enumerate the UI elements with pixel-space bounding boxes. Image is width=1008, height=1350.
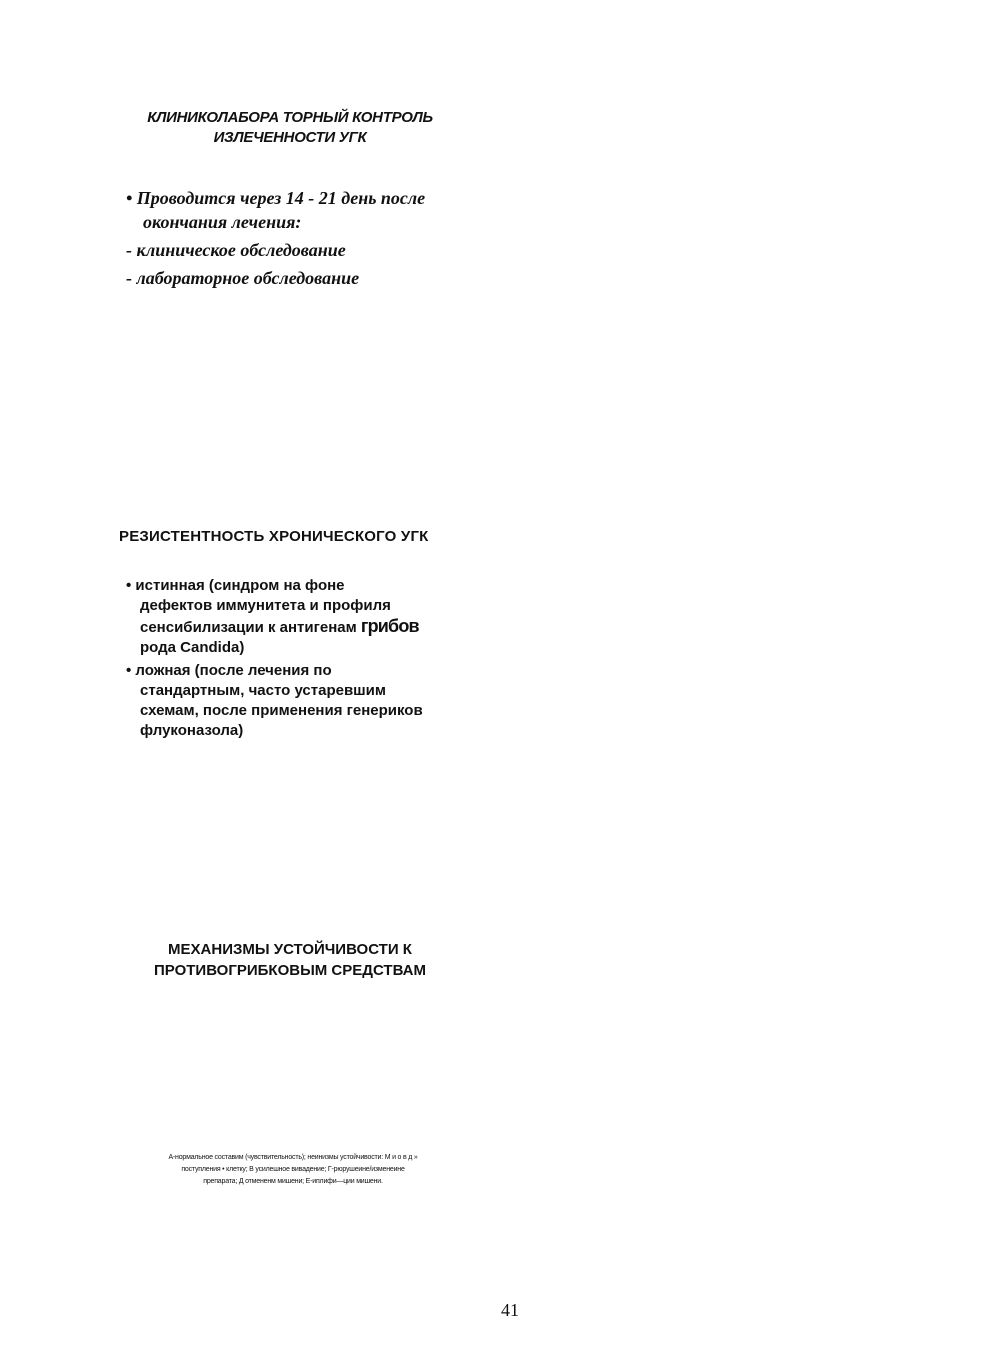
slide3-caption-line2: поступления • клетку; В усилешное вивадение; Г-рюрушеине/изменеине xyxy=(181,1166,405,1173)
slide2-bullet1-line1: • истинная (синдром на фоне xyxy=(126,577,345,594)
slide2-bullet1-line3-text: сенсибилизации к антигенам xyxy=(140,619,361,636)
slide1-title-line1: КЛИНИКОЛАБОРА ТОРНЫЙ КОНТРОЛЬ xyxy=(147,109,433,126)
slide2-bullet2-line2: стандартным, часто устаревшим xyxy=(140,682,386,699)
slide2-bullet1-emphasis: грибов xyxy=(360,616,419,636)
page-number: 41 xyxy=(501,1300,519,1320)
slide1-item-clinical: - клиническое обследование xyxy=(126,240,346,260)
slide2-bullet1-line3 xyxy=(126,616,486,638)
slide3-title-line1: МЕХАНИЗМЫ УСТОЙЧИВОСТИ К xyxy=(168,941,412,958)
slide3-caption-line3: препарата; Д отмененм мишени; Е-иплифи—ции мишени. xyxy=(203,1178,383,1185)
slide1-item-lab: - лабораторное обследование xyxy=(126,268,360,288)
slide1-bullet-line1: • Проводится через 14 - 21 день после xyxy=(126,188,426,208)
slide3-caption xyxy=(110,1152,476,1188)
slide1-title-line2: ИЗЛЕЧЕННОСТИ УГК xyxy=(213,129,367,146)
slide3-caption-line1: А-нормальное составим (чувствительность); неинизмы устойчивости: М и о в д » xyxy=(168,1154,418,1161)
slide3-title-line2: ПРОТИВОГРИБКОВЫМ СРЕДСТВАМ xyxy=(154,962,426,979)
slide1-body xyxy=(126,186,486,290)
slide2-title: РЕЗИСТЕНТНОСТЬ ХРОНИЧЕСКОГО УГК xyxy=(119,528,429,545)
slide1-title xyxy=(120,108,460,148)
slide2-bullet1-line2: дефектов иммунитета и профиля xyxy=(140,597,391,614)
slide2-bullet2-line4: флуконазола) xyxy=(140,722,244,739)
slide2-body xyxy=(126,576,486,741)
slide2-bullet2-line3: схемам, после применения генериков xyxy=(140,702,423,719)
slide2-bullet2-line1: • ложная (после лечения по xyxy=(126,662,332,679)
slide3-title xyxy=(120,939,460,981)
slide1-bullet-line2: окончания лечения: xyxy=(143,212,302,232)
slide2-bullet1-line4: рода Candida) xyxy=(140,639,245,656)
